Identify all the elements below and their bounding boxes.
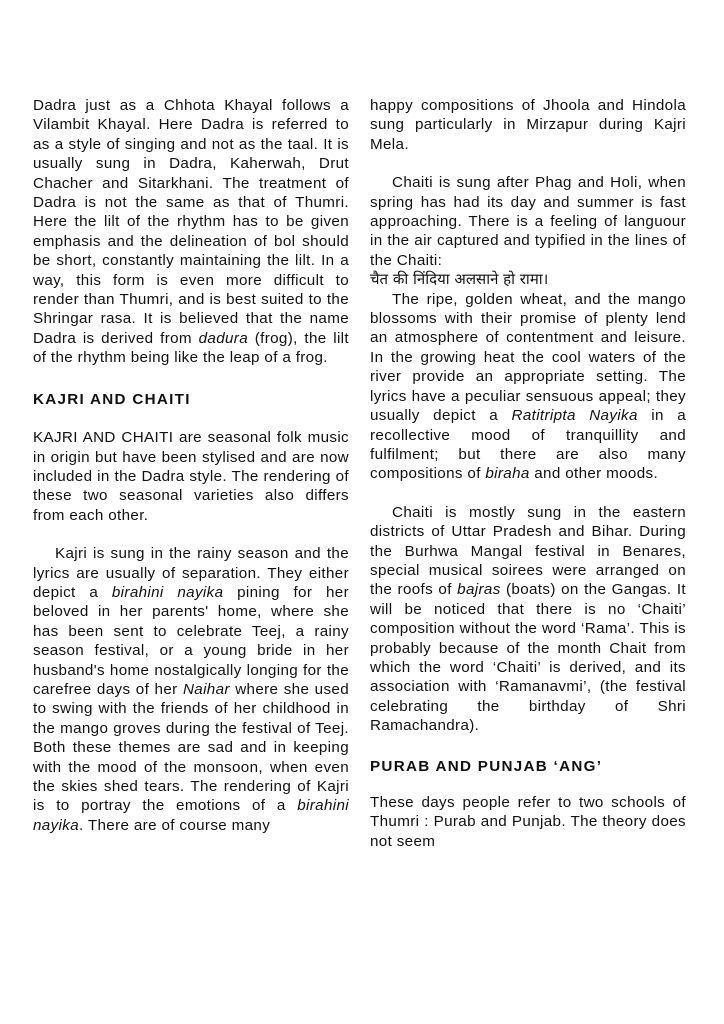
text-run: . There are of course many — [79, 816, 271, 834]
text-run: pining for her beloved in her parents' home, where she has been sent to celebrate Teej, a rainy season festival, or a young bride in her husband's home nostalgically longing for the carefree days of her — [33, 583, 349, 698]
right-column — [370, 96, 686, 851]
text-run: Kajri is sung in the rainy season and the lyrics are usually of separation. They either depict a — [33, 545, 349, 601]
text-run: Dadra just as a Chhota Khayal follows a Vilambit Khayal. Here Dadra is referred to as a style of singing and not as the taal. It is usually sung in Dadra, Kaherwah, Drut Chacher and Sitarkhani. The treatment of Dadra is not the same as that of Thumri. Here the lilt of the rhythm has to be given emphasis and the delineation of bol should be short, constantly maintaining the lilt. In a way, this form is even more difficult to render than Thumri, and is best suited to the Shringar rasa. It is believed that the name Dadra is derived from — [33, 97, 349, 347]
text-run: (boats) on the Gangas. It will be noticed that there is no ‘Chaiti’ composition without the word ‘Rama’. This is probably because of the month Chait from which the word ‘Chaiti’ is derived, and its association with ‘Ramanavmi’, (the festival celebrating the birthday of Shri Ramachandra). — [370, 581, 686, 735]
text-run: KAJRI AND CHAITI are seasonal folk music in origin but have been stylised and are now included in the Dadra style. The rendering of these two seasonal varieties also differs from each other. — [33, 429, 349, 524]
paragraph-dadra — [33, 96, 349, 368]
paragraph-chaiti-season — [370, 173, 686, 270]
text-run: (frog), the lilt of the rhythm being like the leap of a frog. — [33, 329, 349, 367]
text-run: and other moods. — [529, 465, 659, 483]
italic-term: birahini nayika — [111, 583, 224, 601]
section-heading-kajri-chaiti: KAJRI AND CHAITI — [33, 390, 191, 408]
paragraph-ripe-wheat — [370, 290, 686, 484]
section-heading-purab-punjab: PURAB AND PUNJAB ‘ANG’ — [370, 757, 603, 775]
italic-term: Naihar — [182, 680, 230, 698]
paragraph-schools-of-thumri — [370, 793, 686, 851]
text-run: in a recollective mood of tranquillity and fulfilment; but there are also many compositions of — [370, 407, 686, 483]
italic-term: bajras — [457, 581, 501, 599]
text-run: happy compositions of Jhoola and Hindola sung particularly in Mirzapur during Kajri Mela. — [370, 97, 686, 153]
text-run: Chaiti is sung after Phag and Holi, when spring has had its day and summer is fast approaching. There is a feeling of languour in the air captured and typified in the lines of the Chaiti: — [370, 174, 686, 269]
paragraph-jhoola-hindola — [370, 96, 686, 154]
text-run: where she used to swing with the friends of her childhood in the mango groves during the festival of Teej. Both these themes are sad and in keeping with the mood of the monsoon, when even the skies shed tears. The rendering of Kajri is to portray the emotions of a — [33, 680, 349, 815]
italic-term: Ratitripta Nayika — [511, 407, 638, 425]
italic-term: biraha — [485, 465, 530, 483]
text-run: The ripe, golden wheat, and the mango blossoms with their promise of plenty lend an atmosphere of contentment and leisure. In the growing heat the cool waters of the river provide an appropriate setting. The lyrics have a peculiar sensuous appeal; they usually depict a — [370, 290, 686, 425]
paragraph-kajri-chaiti-intro — [33, 428, 349, 525]
hindi-verse-line: चैत की निंदिया अलसाने हो रामा। — [370, 270, 549, 289]
paragraph-chaiti-regions — [370, 503, 686, 736]
left-column — [33, 96, 349, 835]
paragraph-kajri — [33, 544, 349, 835]
italic-term: dadura — [198, 329, 249, 347]
italic-term: birahini nayika — [33, 797, 349, 834]
text-run: These days people refer to two schools of Thumri : Purab and Punjab. The theory does not seem — [370, 794, 686, 850]
text-run: Chaiti is mostly sung in the eastern districts of Uttar Pradesh and Bihar. During the Burhwa Mangal festival in Benares, special musical soirees were arranged on the roofs of — [370, 503, 686, 599]
